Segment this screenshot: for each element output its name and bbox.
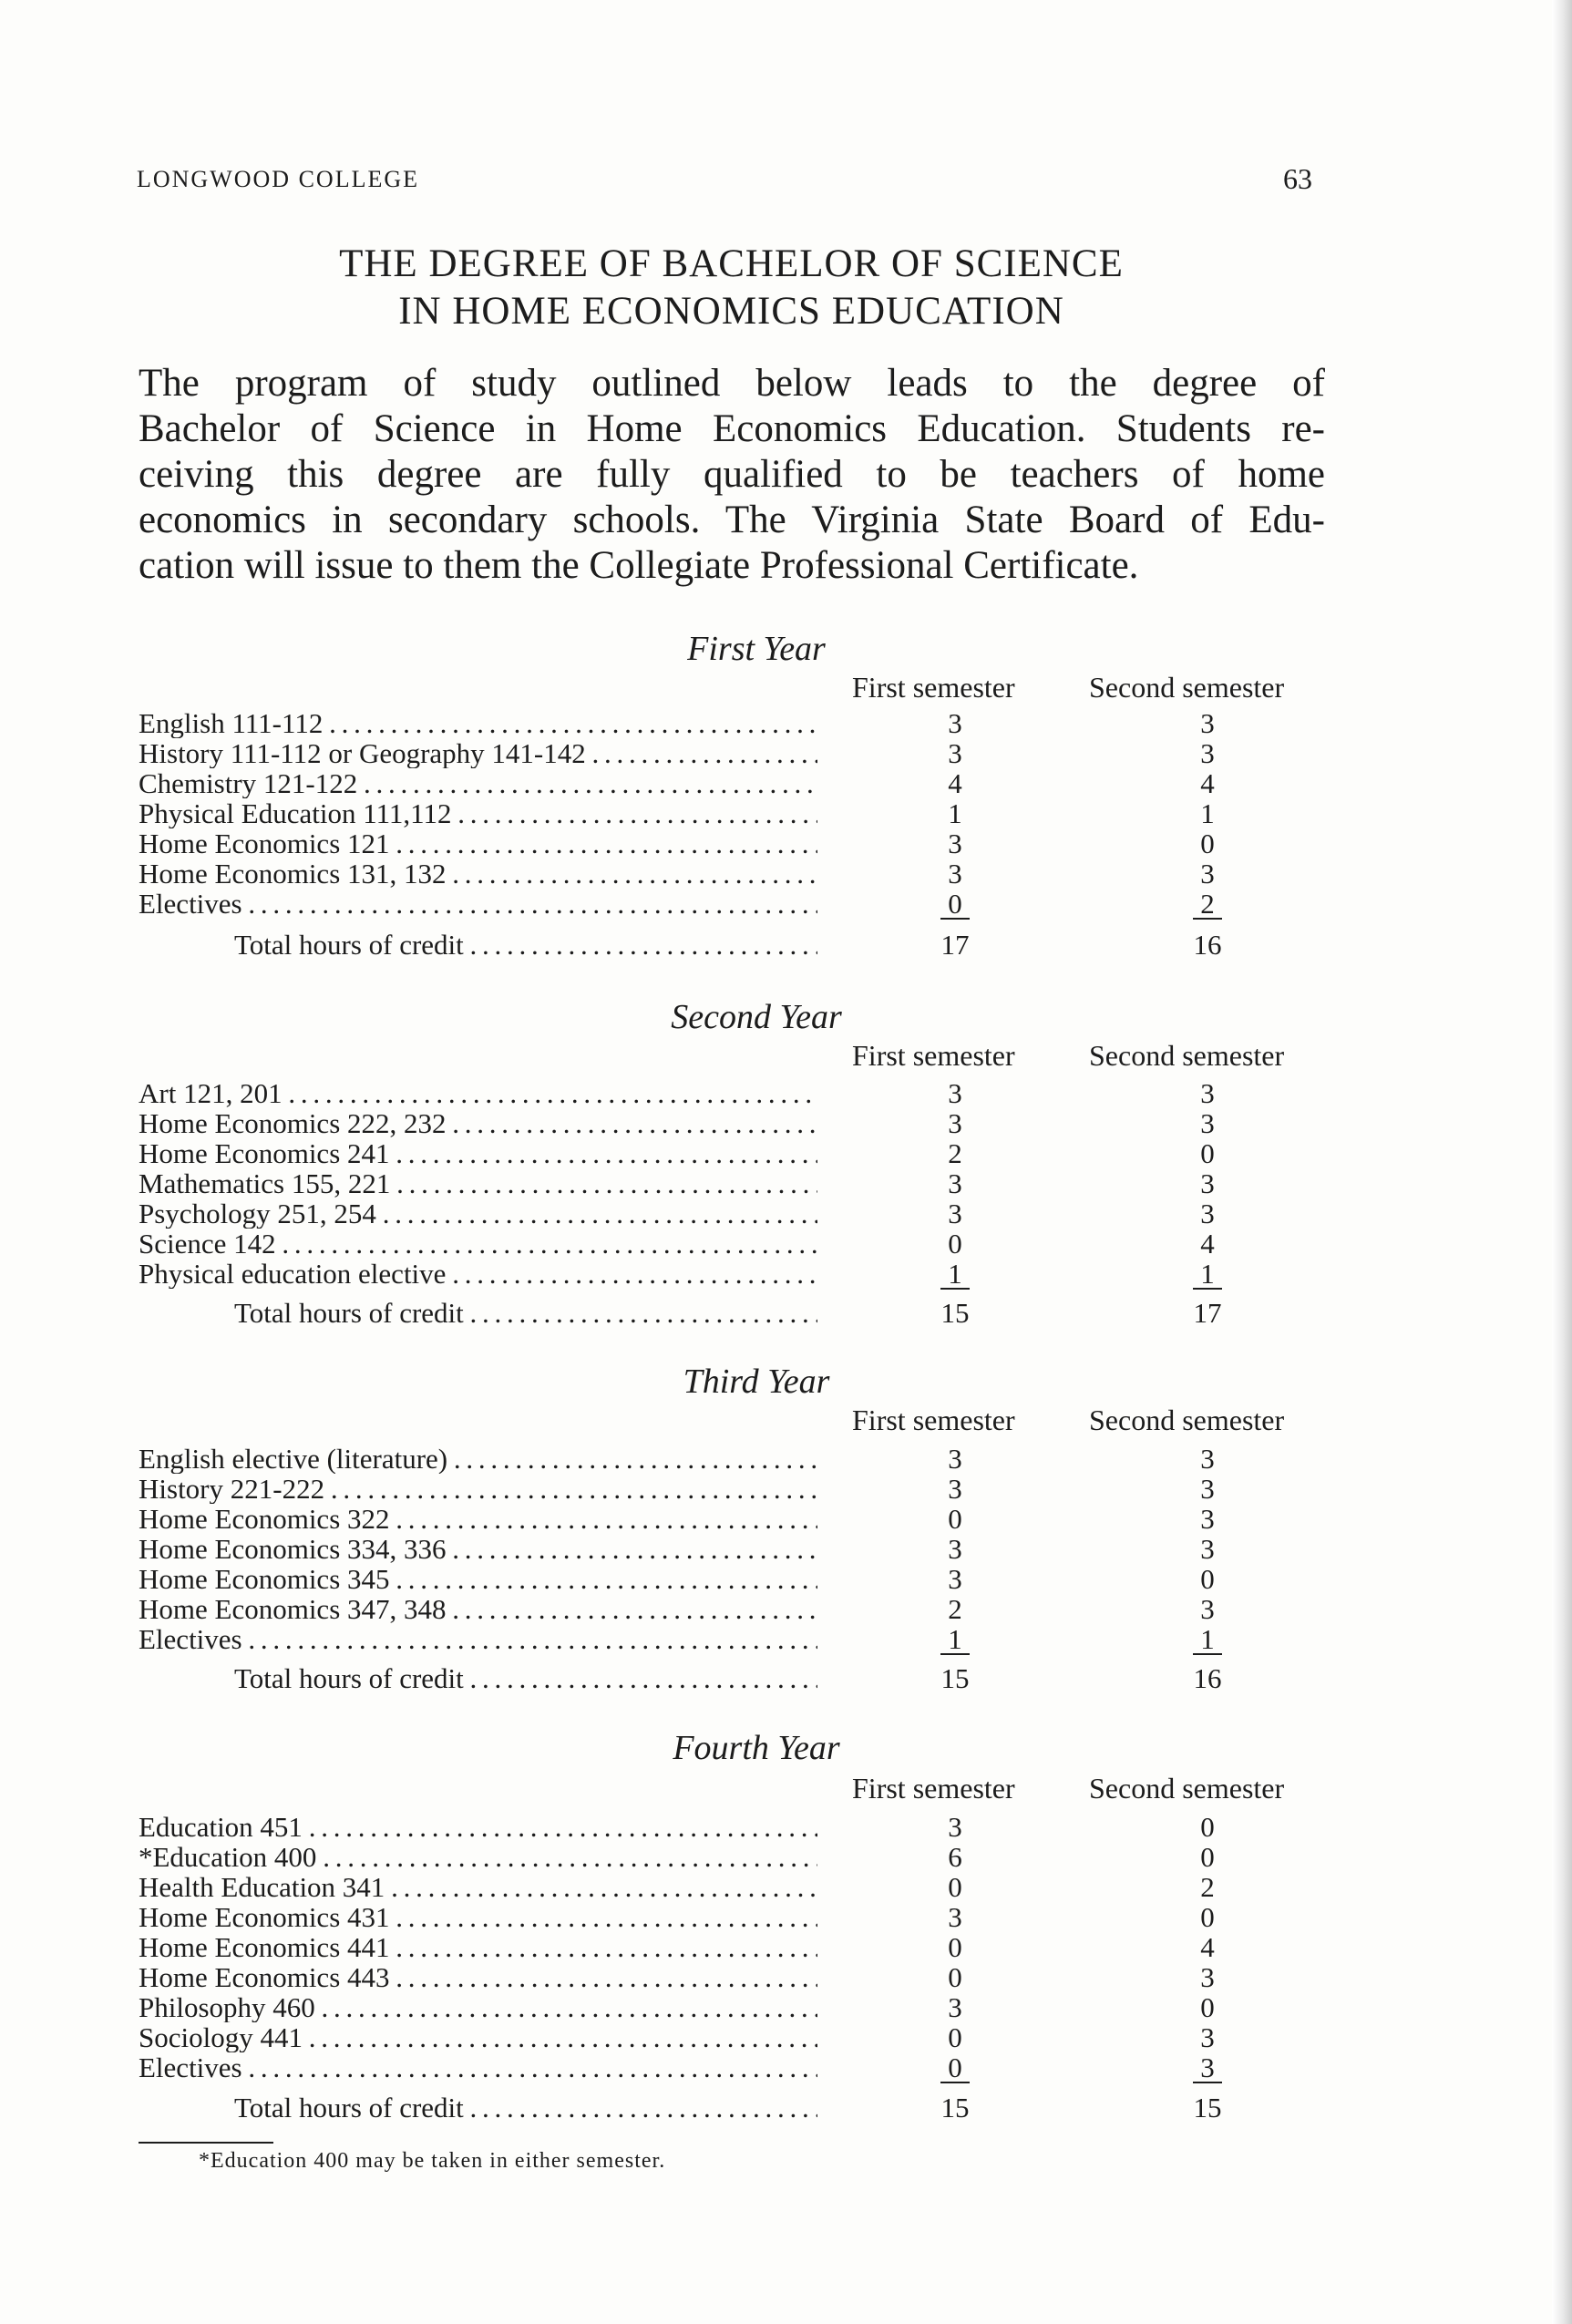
intro-paragraph (139, 361, 1325, 589)
first-semester-credits: 3 (948, 737, 962, 769)
first-semester-credits: 0 (948, 1931, 962, 1963)
intro-line: cation will issue to them the Collegiate Professional Certificate. (139, 544, 1139, 587)
course-name: Home Economics 345 . . . (139, 1564, 817, 1594)
first-semester-credits: 2 (948, 1593, 962, 1625)
second-semester-credits: 3 (1200, 737, 1215, 769)
second-semester-total: 17 (1193, 1297, 1222, 1329)
first-semester-credits: 2 (948, 1137, 962, 1169)
course-name: Sociology 441 . . . (139, 2022, 817, 2052)
first-semester-credits: 3 (948, 1473, 962, 1505)
second-semester-credits: 0 (1200, 1811, 1215, 1843)
course-name: English elective (literature) . . . (139, 1444, 817, 1474)
first-semester-credits: 0 (948, 1228, 962, 1260)
column-header-first-semester: First semester (852, 671, 1015, 704)
second-semester-credits: 0 (1200, 1901, 1215, 1933)
course-name: Art 121, 201 . . . (139, 1078, 817, 1108)
second-semester-credits: 3 (1200, 2021, 1215, 2053)
table-row (139, 708, 1323, 738)
second-semester-credits: 3 (1200, 707, 1215, 739)
second-semester-credits: 0 (1200, 1563, 1215, 1595)
course-name: Home Economics 241 . . . (139, 1138, 817, 1168)
course-name: Electives . . . (139, 1624, 817, 1654)
total-row (139, 930, 1323, 960)
course-name: Electives . . . (139, 889, 817, 919)
course-name: Psychology 251, 254 . . . (139, 1198, 817, 1229)
course-name: Philosophy 460 . . . (139, 1992, 817, 2022)
first-semester-credits: 0 (948, 1503, 962, 1535)
table-row (139, 738, 1323, 768)
table-row (139, 1168, 1323, 1198)
table-row (139, 1902, 1323, 1932)
second-semester-credits: 3 (1200, 1533, 1215, 1565)
column-header-second-semester: Second semester (1089, 1039, 1285, 1072)
course-name: Electives . . . (139, 2052, 817, 2082)
second-semester-credits: 1 (1180, 1259, 1235, 1290)
table-row (139, 828, 1323, 859)
column-header-second-semester: Second semester (1089, 1772, 1285, 1805)
year-heading-second: Second Year (671, 998, 842, 1036)
second-semester-credits: 0 (1200, 828, 1215, 859)
course-name: Home Economics 322 . . . (139, 1504, 817, 1534)
course-name: Physical Education 111,112 . . . (139, 798, 817, 828)
second-semester-credits: 3 (1200, 1198, 1215, 1229)
first-semester-credits: 0 (948, 1961, 962, 1993)
first-semester-credits: 3 (948, 1167, 962, 1199)
year-heading-fourth: Fourth Year (673, 1729, 840, 1767)
second-semester-credits: 3 (1200, 1961, 1215, 1993)
first-semester-credits: 1 (928, 1259, 982, 1290)
second-semester-total: 15 (1193, 2092, 1222, 2123)
first-semester-credits: 3 (948, 1107, 962, 1139)
page-title-line-2: IN HOME ECONOMICS EDUCATION (398, 290, 1064, 333)
first-semester-credits: 3 (948, 1901, 962, 1933)
first-semester-credits: 3 (948, 828, 962, 859)
course-name: *Education 400 . . . (139, 1842, 817, 1872)
second-semester-credits: 1 (1180, 1624, 1235, 1655)
course-name: Mathematics 155, 221 . . . (139, 1168, 817, 1198)
second-semester-credits: 3 (1200, 1167, 1215, 1199)
course-name: Home Economics 443 . . . (139, 1962, 817, 1992)
course-name: Chemistry 121-122 . . . (139, 768, 817, 798)
total-label: Total hours of credit . . . (234, 1298, 817, 1328)
second-semester-credits: 3 (1200, 1503, 1215, 1535)
total-label: Total hours of credit . . . (234, 1663, 817, 1693)
first-semester-credits: 3 (948, 1198, 962, 1229)
course-name: History 111-112 or Geography 141-142 . . . (139, 738, 817, 768)
table-row (139, 1534, 1323, 1564)
table-row (139, 1992, 1323, 2022)
course-name: Physical education elective . . . (139, 1259, 817, 1289)
table-row (139, 768, 1323, 798)
intro-line: ceiving this degree are fully qualified to be teachers of home (139, 453, 1325, 496)
first-semester-credits: 0 (948, 1871, 962, 1903)
first-semester-credits: 3 (948, 1443, 962, 1475)
table-row (139, 1932, 1323, 1962)
course-name: Home Economics 431 . . . (139, 1902, 817, 1932)
second-semester-credits: 2 (1180, 889, 1235, 920)
course-name: Home Economics 347, 348 . . . (139, 1594, 817, 1624)
running-head: LONGWOOD COLLEGE (137, 166, 420, 192)
first-semester-total: 15 (940, 2092, 970, 2123)
second-semester-credits: 3 (1200, 1107, 1215, 1139)
second-semester-credits: 3 (1180, 2052, 1235, 2083)
intro-line: Bachelor of Science in Home Economics Education. Students re- (139, 407, 1325, 450)
first-semester-credits: 3 (948, 1077, 962, 1109)
table-row (139, 1594, 1323, 1624)
column-header-second-semester: Second semester (1089, 671, 1285, 704)
second-semester-credits: 4 (1200, 1228, 1215, 1260)
second-semester-total: 16 (1193, 929, 1222, 961)
first-semester-credits: 0 (928, 889, 982, 920)
year-heading-third: Third Year (683, 1363, 830, 1401)
first-semester-credits: 3 (948, 1991, 962, 2023)
first-semester-credits: 0 (948, 2021, 962, 2053)
first-semester-credits: 3 (948, 858, 962, 889)
first-semester-credits: 1 (948, 797, 962, 829)
table-row (139, 1872, 1323, 1902)
first-semester-credits: 3 (948, 1563, 962, 1595)
table-row (139, 2022, 1323, 2052)
table-row (139, 1444, 1323, 1474)
first-semester-credits: 6 (948, 1841, 962, 1873)
table-row (139, 1962, 1323, 1992)
table-row (139, 1078, 1323, 1108)
first-semester-total: 15 (940, 1662, 970, 1694)
first-semester-total: 15 (940, 1297, 970, 1329)
table-row (139, 1138, 1323, 1168)
first-semester-credits: 1 (928, 1624, 982, 1655)
table-row (139, 798, 1323, 828)
second-semester-total: 16 (1193, 1662, 1222, 1694)
course-name: Science 142 . . . (139, 1229, 817, 1259)
course-name: Home Economics 222, 232 . . . (139, 1108, 817, 1138)
second-semester-credits: 0 (1200, 1841, 1215, 1873)
course-name: Home Economics 131, 132 . . . (139, 859, 817, 889)
course-name: Home Economics 121 . . . (139, 828, 817, 859)
table-row (139, 1842, 1323, 1872)
first-semester-credits: 3 (948, 1811, 962, 1843)
table-row (139, 1504, 1323, 1534)
column-header-first-semester: First semester (852, 1039, 1015, 1072)
year-heading-first: First Year (687, 630, 826, 668)
total-row (139, 1663, 1323, 1693)
column-header-first-semester: First semester (852, 1772, 1015, 1805)
total-row (139, 2093, 1323, 2123)
first-semester-credits: 3 (948, 707, 962, 739)
second-semester-credits: 3 (1200, 1473, 1215, 1505)
course-name: History 221-222 . . . (139, 1474, 817, 1504)
course-name: Health Education 341 . . . (139, 1872, 817, 1902)
second-semester-credits: 2 (1200, 1871, 1215, 1903)
total-row (139, 1298, 1323, 1328)
second-semester-credits: 3 (1200, 1443, 1215, 1475)
course-name: Home Economics 441 . . . (139, 1932, 817, 1962)
second-semester-credits: 3 (1200, 1593, 1215, 1625)
intro-line: economics in secondary schools. The Virginia State Board of Edu- (139, 499, 1325, 541)
first-semester-credits: 0 (928, 2052, 982, 2083)
column-header-first-semester: First semester (852, 1404, 1015, 1436)
table-row (139, 1624, 1323, 1654)
footnote: *Education 400 may be taken in either semester. (199, 2149, 666, 2173)
second-semester-credits: 4 (1200, 1931, 1215, 1963)
total-label: Total hours of credit . . . (234, 930, 817, 960)
page-number: 63 (1283, 162, 1312, 195)
table-row (139, 1198, 1323, 1229)
second-semester-credits: 0 (1200, 1137, 1215, 1169)
first-semester-credits: 3 (948, 1533, 962, 1565)
second-semester-credits: 3 (1200, 858, 1215, 889)
second-semester-credits: 1 (1200, 797, 1215, 829)
table-row (139, 1812, 1323, 1842)
column-header-second-semester: Second semester (1089, 1404, 1285, 1436)
table-row (139, 2052, 1323, 2082)
second-semester-credits: 3 (1200, 1077, 1215, 1109)
first-semester-total: 17 (940, 929, 970, 961)
page-title-line-1: THE DEGREE OF BACHELOR OF SCIENCE (339, 242, 1124, 285)
table-row (139, 1474, 1323, 1504)
table-row (139, 1229, 1323, 1259)
table-row (139, 1564, 1323, 1594)
second-semester-credits: 0 (1200, 1991, 1215, 2023)
course-name: Education 451 . . . (139, 1812, 817, 1842)
course-name: Home Economics 334, 336 . . . (139, 1534, 817, 1564)
footnote-rule (139, 2142, 273, 2144)
table-row (139, 1259, 1323, 1289)
table-row (139, 859, 1323, 889)
intro-line: The program of study outlined below leads to the degree of (139, 362, 1325, 405)
second-semester-credits: 4 (1200, 767, 1215, 799)
course-name: English 111-112 . . . (139, 708, 817, 738)
total-label: Total hours of credit . . . (234, 2093, 817, 2123)
table-row (139, 1108, 1323, 1138)
table-row (139, 889, 1323, 919)
scan-page-edge (1552, 0, 1572, 2324)
first-semester-credits: 4 (948, 767, 962, 799)
